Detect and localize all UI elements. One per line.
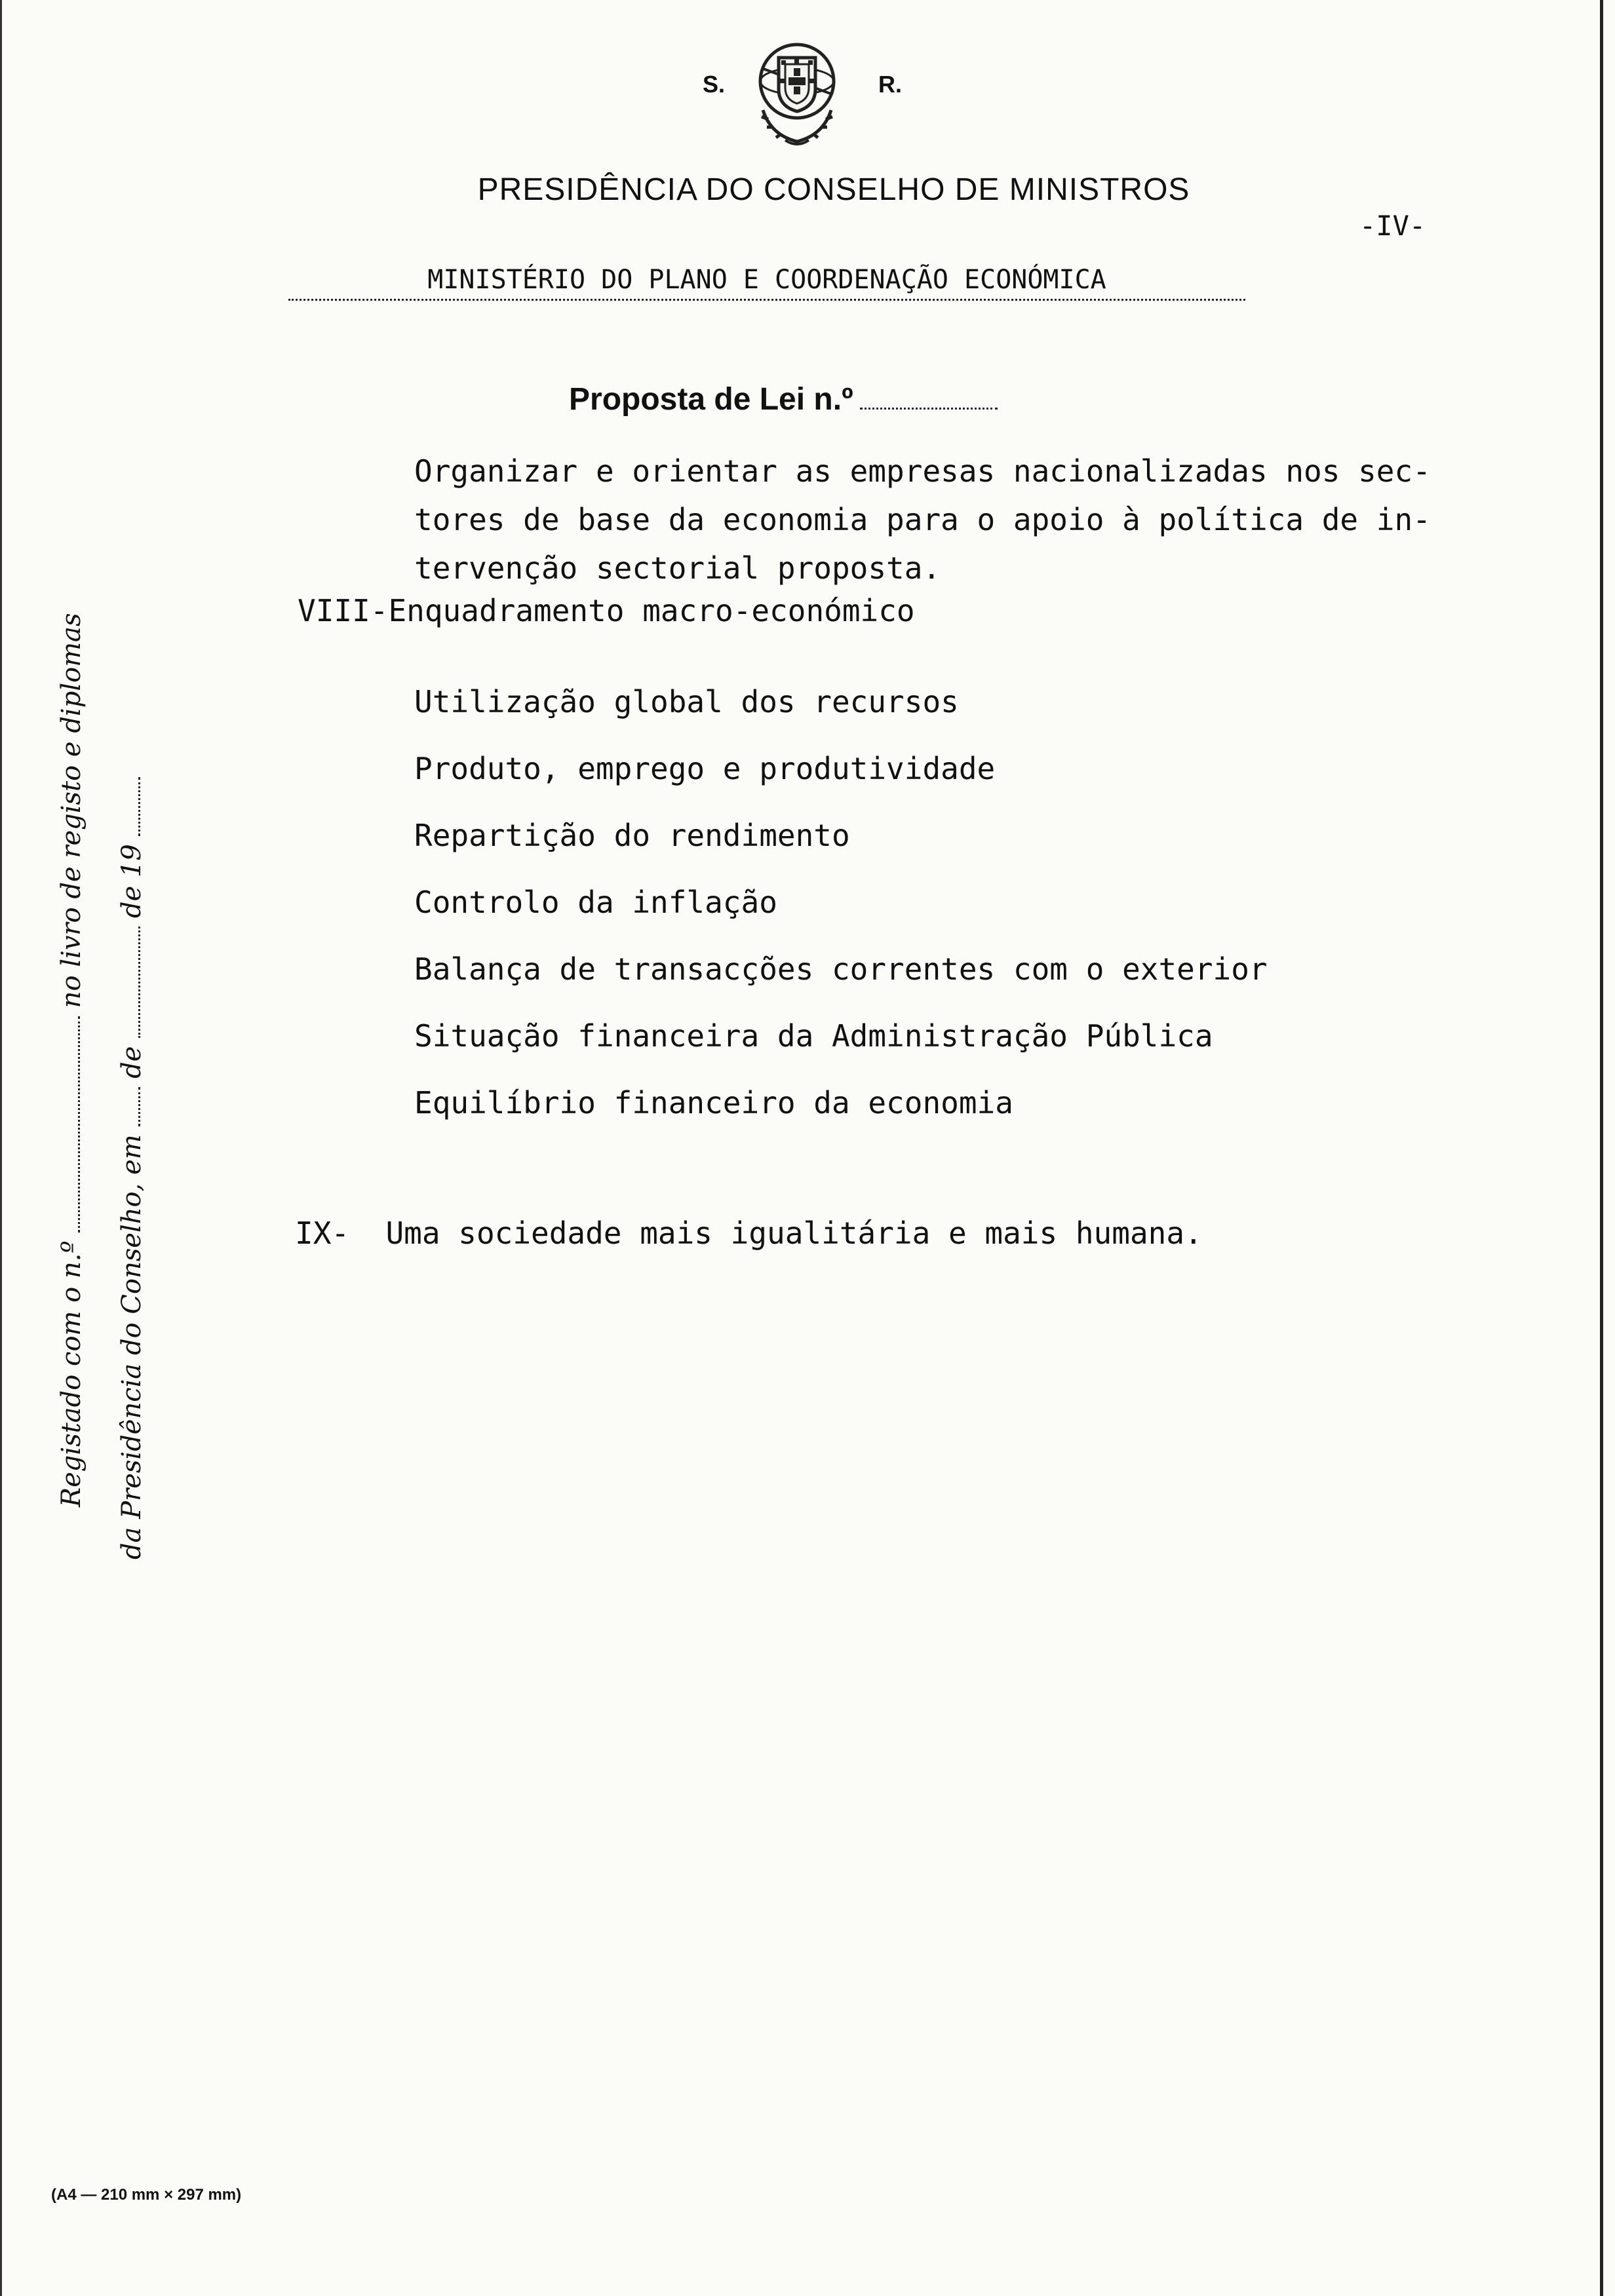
list-item: Repartição do rendimento [414,818,850,853]
law-number-blank [860,388,998,410]
registry-number-blank [61,1016,80,1233]
registry-stamp-text: Registado com o n.º [56,1240,87,1507]
paper-format-note: (A4 — 210 mm × 297 mm) [51,2186,242,2204]
page-number: -IV- [1359,210,1426,242]
organization-title: PRESIDÊNCIA DO CONSELHO DE MINISTROS [477,172,1190,207]
list-item: Equilíbrio financeiro da economia [414,1085,1013,1120]
list-item: Situação financeira da Administração Pública [414,1018,1213,1054]
registry-stamp-text: de [117,1046,147,1079]
scan-edge-right [1600,0,1603,2296]
registry-stamp-text: de 19 [117,844,147,919]
scan-edge-left [0,0,2,2296]
header-left-letter: S. [703,71,726,98]
coat-of-arms-icon [751,38,843,149]
section-ix-heading: IX- Uma sociedade mais igualitária e mais humana. [295,1215,1203,1251]
registry-day-blank [121,1087,140,1126]
section-viii-heading: VIII-Enquadramento macro-económico [298,593,915,628]
registry-stamp-text: da Presidência do Conselho, em [117,1134,147,1559]
registry-stamp-line-2 [117,777,147,1559]
header-right-letter: R. [878,71,902,98]
list-item: Balança de transacções correntes com o exterior [414,951,1268,987]
list-item: Controlo da inflação [414,885,777,920]
ministry-title: MINISTÉRIO DO PLANO E COORDENAÇÃO ECONÓMICA [288,265,1245,301]
document-title-text: Proposta de Lei n.º [569,382,853,417]
registry-stamp-text: no livro de registo e diplomas [56,613,87,1008]
list-item: Produto, emprego e produtividade [414,751,996,786]
section-viii-list [414,678,1268,1145]
list-item: Utilização global dos recursos [414,684,959,719]
intro-paragraph: Organizar e orientar as empresas nacionalizadas nos sec- tores de base da economia para o apoio à política de in- tervenção sectorial proposta. [414,453,1431,586]
registry-month-blank [121,927,140,1038]
document-title [569,381,998,417]
registry-stamp-line-1 [56,613,87,1508]
registry-year-blank [121,777,140,836]
